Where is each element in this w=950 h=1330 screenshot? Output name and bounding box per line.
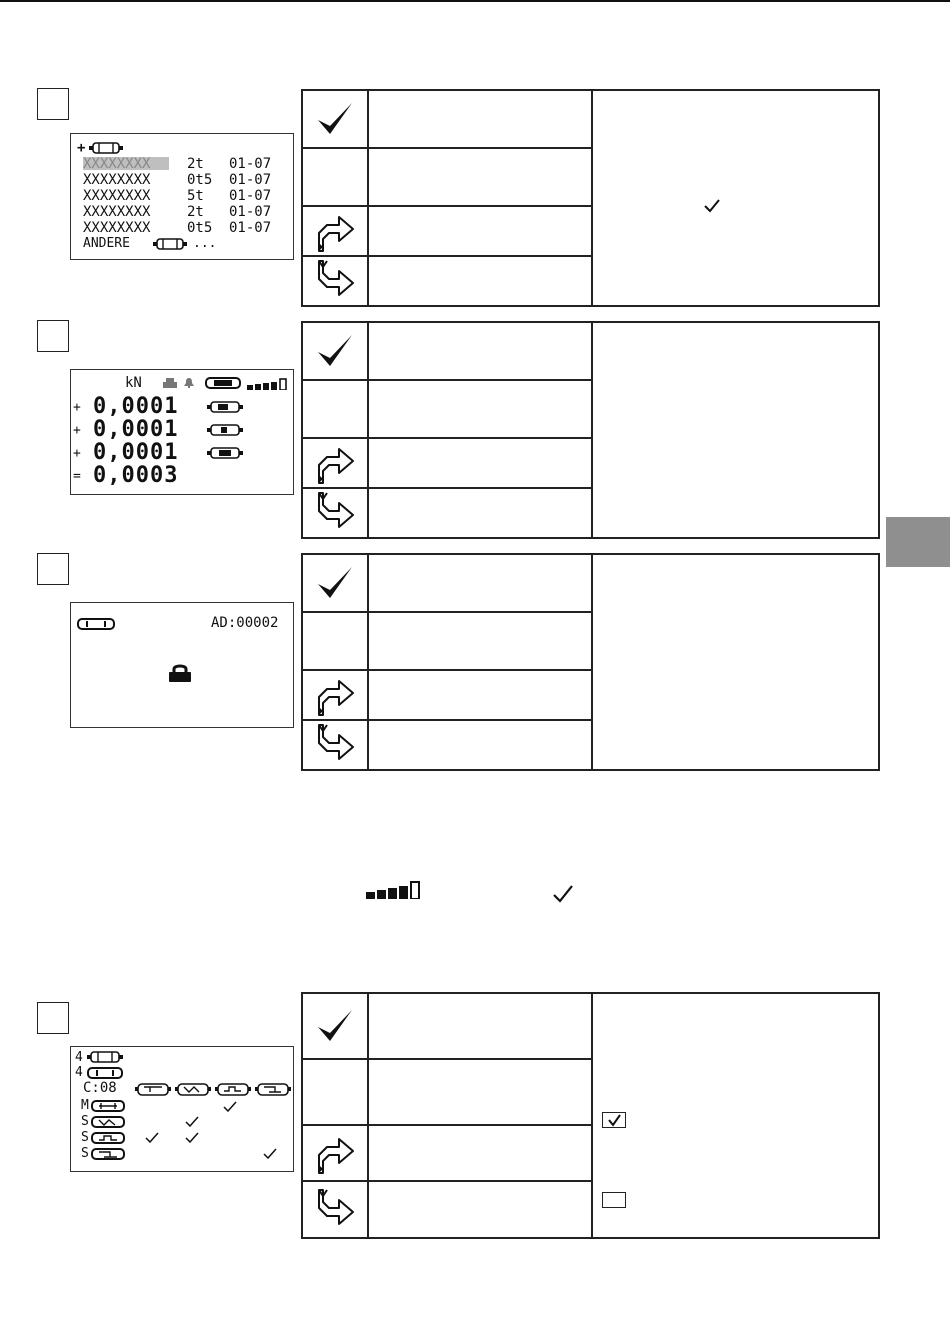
- load-cell-icon: [91, 1132, 125, 1144]
- row-label: [368, 488, 592, 538]
- arrow-down-icon: [313, 723, 357, 767]
- battery-icon: [77, 618, 115, 630]
- display-screen-locked: [70, 602, 294, 728]
- row-label: [368, 206, 592, 256]
- battery-icon: [205, 377, 241, 389]
- down-key[interactable]: [302, 720, 368, 770]
- checkmark-icon: [314, 1005, 356, 1047]
- arrow-up-icon: [313, 441, 357, 485]
- load-value: 0,0001: [93, 440, 179, 465]
- display-screen-matrix: [70, 1046, 294, 1172]
- ok-key[interactable]: [302, 993, 368, 1059]
- load-cell-icon: [91, 1148, 125, 1160]
- step-box-3: [37, 553, 69, 585]
- control-table-2: [301, 321, 880, 539]
- ad-label: AD:00002: [211, 615, 279, 631]
- load-cell-icon: [255, 1083, 291, 1096]
- row-date: 01-07: [229, 204, 272, 220]
- andere-suffix: ...: [193, 236, 217, 251]
- signal-bars-icon: [247, 378, 289, 390]
- description-cell: [592, 993, 879, 1238]
- checkmark-icon: [314, 562, 356, 604]
- checkbox-checked: [602, 1112, 626, 1128]
- signal-bars-icon: [366, 881, 422, 899]
- arrow-down-icon: [313, 491, 357, 535]
- row-name: XXXXXXXX: [83, 204, 151, 220]
- checkmark-icon: [314, 330, 356, 372]
- andere-item[interactable]: [83, 236, 293, 251]
- row-label: [368, 380, 592, 438]
- row-name: XXXXXXXX: [83, 156, 151, 172]
- row-label: [368, 1125, 592, 1181]
- load-cell-icon: [207, 424, 243, 436]
- control-table-4: [301, 992, 880, 1239]
- row-name: XXXXXXXX: [83, 188, 151, 204]
- sign-label: +: [73, 400, 81, 415]
- checkmark-icon: [314, 98, 356, 140]
- up-key[interactable]: [302, 1125, 368, 1181]
- ok-key[interactable]: [302, 90, 368, 148]
- andere-label: ANDERE: [83, 236, 130, 251]
- line-prefix: 4: [75, 1050, 83, 1065]
- checkmark-icon: [145, 1132, 159, 1143]
- row-date: 01-07: [229, 220, 272, 236]
- row-capacity: 0t5: [187, 220, 213, 236]
- row-label: [368, 612, 592, 670]
- load-cell-icon: [175, 1083, 211, 1096]
- load-cell-icon: [207, 401, 243, 413]
- blank-key: [302, 380, 368, 438]
- sign-label: =: [73, 469, 81, 484]
- row-label: [368, 1181, 592, 1238]
- channel-label: C:08: [83, 1080, 117, 1096]
- list-item[interactable]: [83, 156, 293, 171]
- load-cell-icon: [135, 1083, 171, 1096]
- arrow-up-icon: [313, 1131, 357, 1175]
- printer-icon: [163, 378, 177, 389]
- blank-key: [302, 612, 368, 670]
- row-label: [368, 1059, 592, 1125]
- display-screen-list: [70, 133, 294, 260]
- row-label: [368, 256, 592, 306]
- row-name: XXXXXXXX: [83, 220, 151, 236]
- checkmark-icon: [223, 1101, 237, 1112]
- blank-key: [302, 1059, 368, 1125]
- control-table-3: [301, 553, 880, 771]
- arrow-down-icon: [313, 1188, 357, 1232]
- list-item[interactable]: [83, 204, 293, 219]
- list-item[interactable]: [83, 188, 293, 203]
- load-value: 0,0001: [93, 417, 179, 442]
- row-label: [368, 720, 592, 770]
- list-item[interactable]: [83, 220, 293, 235]
- load-cell-icon: [215, 1083, 251, 1096]
- row-prefix: S: [81, 1130, 89, 1145]
- description-cell: [592, 554, 879, 770]
- row-label: [368, 322, 592, 380]
- checkmark-icon: [553, 885, 573, 903]
- row-label: [368, 554, 592, 612]
- top-rule: [0, 0, 950, 2]
- row-capacity: 0t5: [187, 172, 213, 188]
- row-capacity: 2t: [187, 156, 204, 172]
- row-prefix: S: [81, 1146, 89, 1161]
- load-value: 0,0001: [93, 394, 179, 419]
- checkmark-icon: [185, 1132, 199, 1143]
- row-name: XXXXXXXX: [83, 172, 151, 188]
- down-key[interactable]: [302, 488, 368, 538]
- down-key[interactable]: [302, 256, 368, 306]
- display-screen-values: [70, 369, 294, 495]
- load-cell-icon: [207, 447, 243, 459]
- checkmark-icon: [185, 1116, 199, 1127]
- checkmark-icon: [263, 1148, 277, 1159]
- arrow-up-icon: [313, 209, 357, 253]
- row-capacity: 2t: [187, 204, 204, 220]
- checkmark-icon: [704, 199, 720, 213]
- step-box-2: [37, 320, 69, 352]
- blank-key: [302, 148, 368, 206]
- ok-key[interactable]: [302, 322, 368, 380]
- row-label: [368, 148, 592, 206]
- line-prefix: 4: [75, 1065, 83, 1080]
- step-box-4: [37, 1002, 69, 1034]
- step-box-1: [37, 88, 69, 120]
- load-cell-icon: [89, 142, 123, 154]
- load-cell-icon: [91, 1116, 125, 1128]
- load-cell-icon: [153, 238, 187, 250]
- lock-icon: [167, 663, 193, 683]
- bell-icon: [183, 377, 195, 389]
- load-cell-icon: [87, 1051, 123, 1063]
- row-label: [368, 993, 592, 1059]
- checkmark-icon: [603, 1113, 625, 1127]
- load-cell-icon: [91, 1100, 125, 1112]
- up-key[interactable]: [302, 670, 368, 720]
- list-item[interactable]: [83, 172, 293, 187]
- battery-icon: [87, 1067, 123, 1079]
- row-date: 01-07: [229, 172, 272, 188]
- checkbox-unchecked: [602, 1192, 626, 1208]
- description-cell: [592, 90, 879, 306]
- row-capacity: 5t: [187, 188, 204, 204]
- arrow-up-icon: [313, 673, 357, 717]
- row-label: [368, 670, 592, 720]
- sign-label: +: [73, 446, 81, 461]
- down-key[interactable]: [302, 1181, 368, 1238]
- description-cell: [592, 322, 879, 538]
- row-prefix: S: [81, 1114, 89, 1129]
- ok-key[interactable]: [302, 554, 368, 612]
- control-table-1: [301, 89, 880, 307]
- row-date: 01-07: [229, 156, 272, 172]
- section-tab: [886, 517, 950, 567]
- up-key[interactable]: [302, 206, 368, 256]
- arrow-down-icon: [313, 259, 357, 303]
- row-prefix: M: [81, 1098, 89, 1113]
- sign-label: +: [73, 423, 81, 438]
- up-key[interactable]: [302, 438, 368, 488]
- total-value: 0,0003: [93, 463, 179, 488]
- row-date: 01-07: [229, 188, 272, 204]
- row-label: [368, 90, 592, 148]
- row-label: [368, 438, 592, 488]
- header-prefix: +: [77, 140, 86, 156]
- unit-label: kN: [125, 375, 142, 391]
